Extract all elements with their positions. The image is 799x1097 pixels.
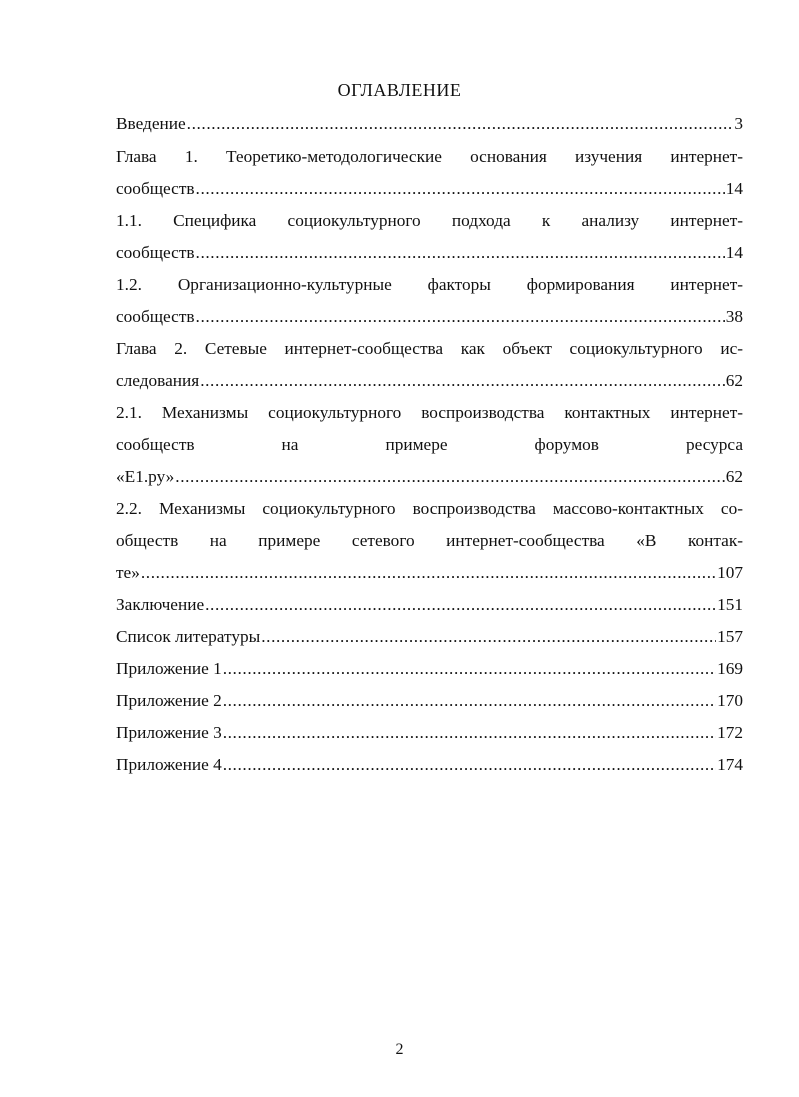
dot-leader [223, 657, 716, 681]
dot-leader [175, 465, 724, 489]
dot-leader [200, 369, 725, 393]
toc-entry-conclusion [116, 593, 743, 617]
toc-entry-text: сообществ [116, 243, 195, 262]
toc-entry-section-1-1 [116, 241, 743, 265]
dot-leader [196, 177, 725, 201]
dot-leader [261, 625, 716, 649]
toc-entry-page: 107 [717, 563, 743, 582]
toc-entry-page: 38 [725, 307, 743, 326]
toc-entry-text: Приложение 4 [116, 755, 222, 774]
toc-entry-appendix-2 [116, 689, 743, 713]
toc-entry-text: Приложение 1 [116, 659, 222, 678]
dot-leader [205, 593, 716, 617]
toc-entry-section-1-2 [116, 305, 743, 329]
toc-entry-chapter2-line1: Глава 2. Сетевые интернет-сообщества как объект социокультурного ис- [116, 339, 743, 358]
toc-entry-chapter2 [116, 369, 743, 393]
dot-leader [196, 305, 725, 329]
toc-entry-section-1-2-line1: 1.2. Организационно-культурные факторы формирования интернет- [116, 275, 743, 294]
toc-entry-page: 169 [717, 659, 743, 678]
toc-entry-intro [116, 112, 743, 136]
toc-entry-literature [116, 625, 743, 649]
dot-leader [223, 753, 716, 777]
toc-entry-page: 62 [725, 467, 743, 486]
toc-entry-page: 157 [717, 627, 743, 646]
toc-entry-page: 62 [725, 371, 743, 390]
toc-entry-section-2-1-line1: 2.1. Механизмы социокультурного воспроизводства контактных интернет- [116, 403, 743, 422]
toc-entry-section-2-2 [116, 561, 743, 585]
toc-entry-appendix-3 [116, 721, 743, 745]
toc-entry-text: Заключение [116, 595, 205, 614]
toc-entry-section-2-1 [116, 465, 743, 489]
dot-leader [187, 112, 734, 136]
toc-entry-chapter1-line1: Глава 1. Теоретико-методологические основания изучения интернет- [116, 147, 743, 166]
toc-entry-section-1-1-line1: 1.1. Специфика социокультурного подхода к анализу интернет- [116, 211, 743, 230]
toc-entry-text: Введение [116, 114, 186, 133]
toc-entry-section-2-2-line2: обществ на примере сетевого интернет-сообщества «В контак- [116, 531, 743, 550]
toc-entry-text: Приложение 3 [116, 723, 222, 742]
toc-entry-text: следования [116, 371, 200, 390]
toc-entry-appendix-4 [116, 753, 743, 777]
toc-entry-page: 3 [734, 114, 743, 133]
dot-leader [141, 561, 716, 585]
toc-entry-section-2-1-line2: сообществ на примере форумов ресурса [116, 435, 743, 454]
toc-entry-page: 14 [725, 243, 743, 262]
toc-entry-text: «Е1.ру» [116, 467, 175, 486]
toc-entry-text: Список литературы [116, 627, 261, 646]
toc-entry-section-2-2-line1: 2.2. Механизмы социокультурного воспроизводства массово-контактных со- [116, 499, 743, 518]
toc-entry-page: 172 [717, 723, 743, 742]
toc-entry-page: 170 [717, 691, 743, 710]
toc-entry-text: сообществ [116, 307, 195, 326]
toc-entry-text: те» [116, 563, 140, 582]
toc-entry-text: сообществ [116, 179, 195, 198]
toc-entry-page: 151 [717, 595, 743, 614]
dot-leader [223, 689, 716, 713]
toc-title: ОГЛАВЛЕНИЕ [337, 80, 462, 100]
toc-entry-page: 174 [717, 755, 743, 774]
dot-leader [196, 241, 725, 265]
page-number: 2 [395, 1041, 404, 1058]
toc-entry-page: 14 [725, 179, 743, 198]
toc-entry-appendix-1 [116, 657, 743, 681]
dot-leader [223, 721, 716, 745]
toc-entry-text: Приложение 2 [116, 691, 222, 710]
toc-entry-chapter1 [116, 177, 743, 201]
